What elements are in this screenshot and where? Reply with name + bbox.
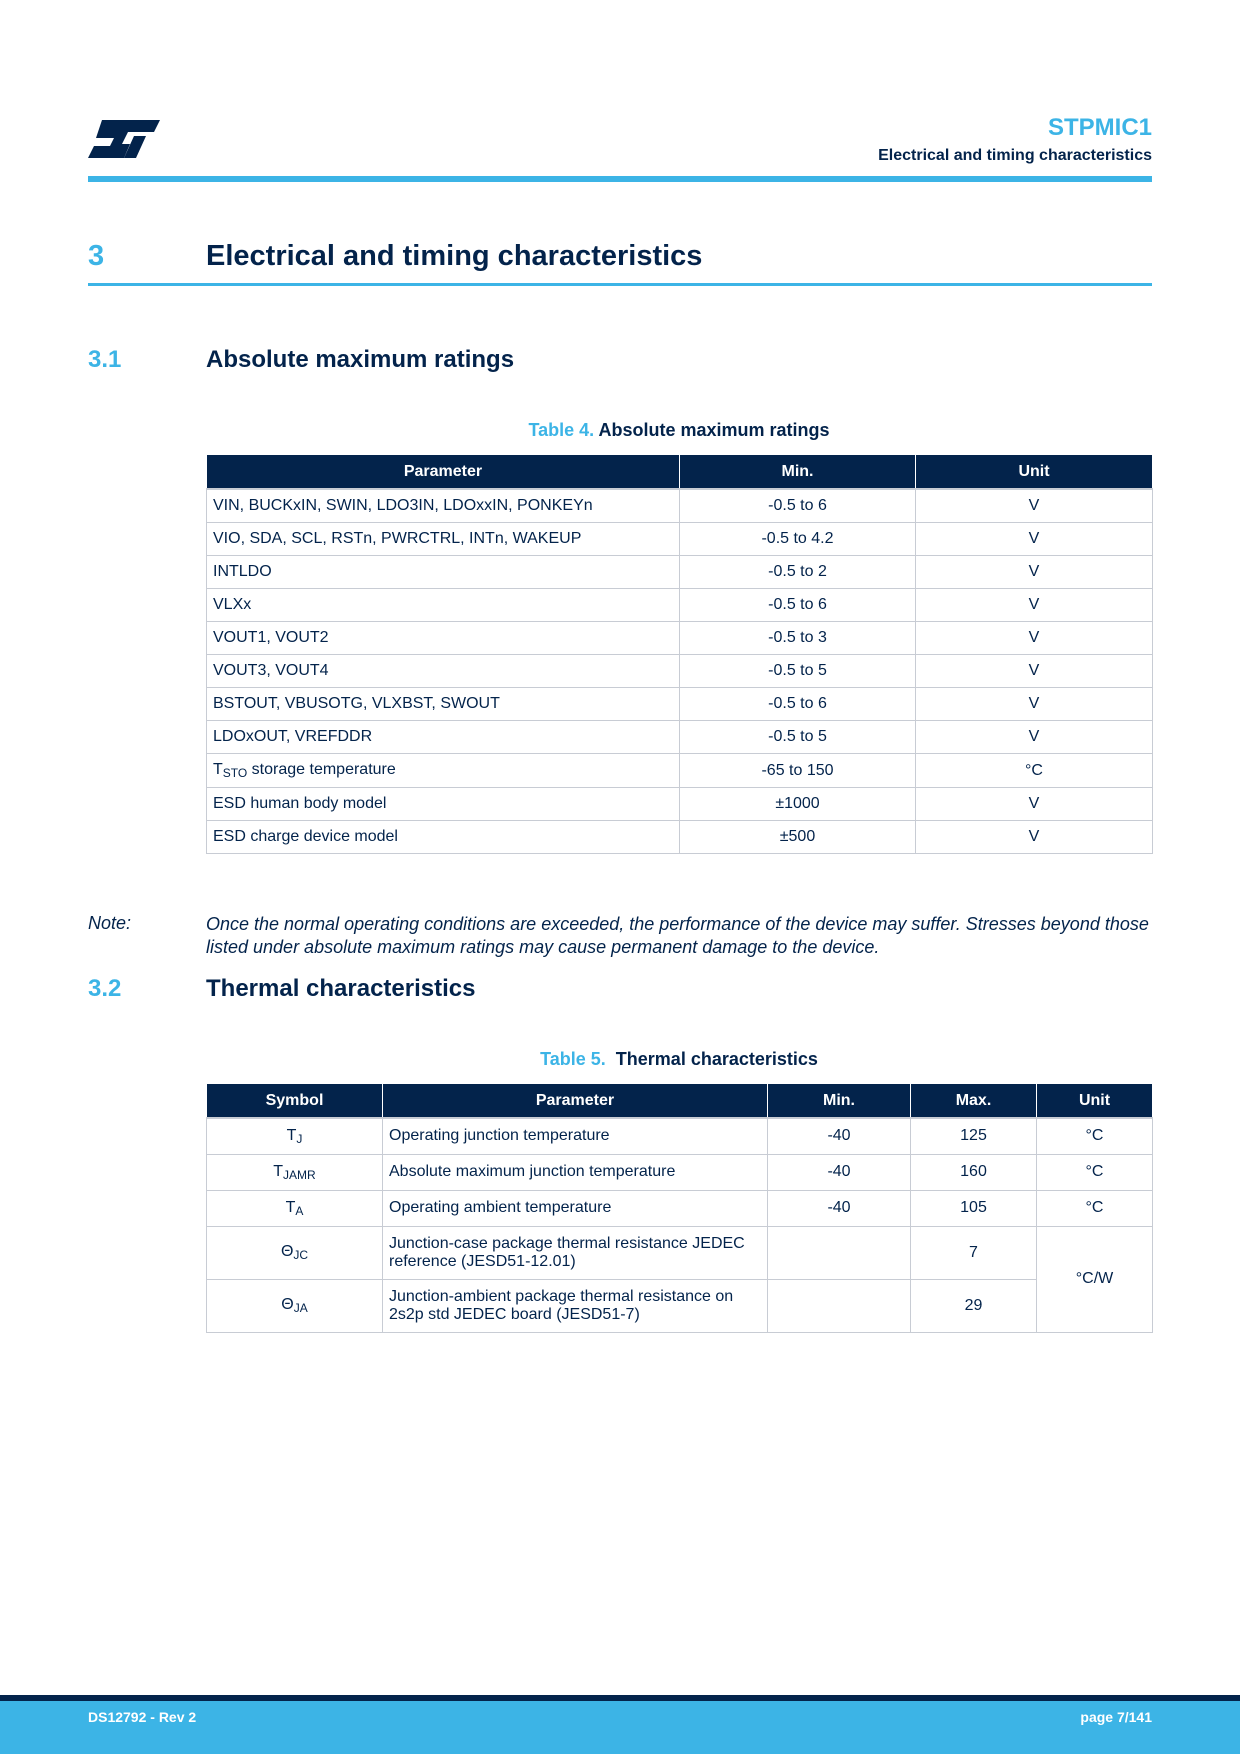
table-5-caption	[206, 1049, 1152, 1070]
unit-cell: V	[916, 688, 1153, 721]
table-header-row	[207, 1084, 1153, 1119]
unit-cell: V	[916, 721, 1153, 754]
min-cell: -65 to 150	[680, 754, 916, 788]
max-cell: 125	[911, 1118, 1037, 1154]
unit-cell: V	[916, 788, 1153, 821]
parameter-cell: Operating ambient temperature	[383, 1190, 768, 1226]
parameter-cell: Absolute maximum junction temperature	[383, 1154, 768, 1190]
symbol-subscript: JAMR	[283, 1167, 316, 1182]
subsection-title-1: Absolute maximum ratings	[206, 346, 515, 373]
parameter-cell: Operating junction temperature	[383, 1118, 768, 1154]
header-rule	[88, 176, 1152, 182]
unit-cell: V	[916, 523, 1153, 556]
page-number: page 7/141	[1080, 1709, 1152, 1725]
note-text: Once the normal operating conditions are exceeded, the performance of the device may suffer. Stresses beyond those listed under absolute maximum ratings may cause permanent damage to the device.	[206, 914, 1149, 957]
parameter-cell: ESD human body model	[207, 788, 680, 821]
min-cell: ±500	[680, 821, 916, 854]
min-cell: ±1000	[680, 788, 916, 821]
unit-cell: °C/W	[1037, 1226, 1153, 1332]
parameter-cell: Junction-ambient package thermal resistance on 2s2p std JEDEC board (JESD51-7)	[383, 1279, 768, 1332]
document-id: DS12792 - Rev 2	[88, 1709, 197, 1725]
unit-cell: V	[916, 556, 1153, 589]
unit-cell: V	[916, 589, 1153, 622]
parameter-cell: VOUT3, VOUT4	[207, 655, 680, 688]
section-number: 3	[88, 240, 105, 272]
unit-cell: V	[916, 655, 1153, 688]
table-row	[207, 622, 1153, 655]
section-rule	[88, 283, 1152, 286]
min-cell: -0.5 to 5	[680, 655, 916, 688]
min-cell: -40	[768, 1154, 911, 1190]
subsection-number-1: 3.1	[88, 346, 122, 373]
unit-cell: V	[916, 821, 1153, 854]
column-header: Max.	[911, 1084, 1037, 1119]
column-header: Min.	[680, 455, 916, 490]
min-cell: -0.5 to 3	[680, 622, 916, 655]
column-header: Parameter	[383, 1084, 768, 1119]
table-row	[207, 821, 1153, 854]
table-header-row	[207, 455, 1153, 490]
symbol-cell	[207, 1226, 383, 1279]
min-cell: -0.5 to 5	[680, 721, 916, 754]
min-cell: -0.5 to 6	[680, 589, 916, 622]
symbol-base: Θ	[281, 1296, 294, 1313]
unit-cell: °C	[1037, 1190, 1153, 1226]
symbol-subscript: A	[295, 1203, 304, 1218]
column-header: Parameter	[207, 455, 680, 490]
table-5-title: Thermal characteristics	[615, 1049, 818, 1069]
subsection-number-2: 3.2	[88, 975, 122, 1002]
parameter-cell: ESD charge device model	[207, 821, 680, 854]
document-subtitle: Electrical and timing characteristics	[878, 147, 1152, 164]
max-cell: 29	[911, 1279, 1037, 1332]
subsection-title-2: Thermal characteristics	[206, 975, 476, 1002]
max-cell: 105	[911, 1190, 1037, 1226]
column-header: Symbol	[207, 1084, 383, 1119]
symbol-cell	[207, 1279, 383, 1332]
unit-cell: °C	[1037, 1154, 1153, 1190]
table-row	[207, 655, 1153, 688]
param-symbol: T	[213, 761, 223, 778]
table-row	[207, 1279, 1153, 1332]
section-title: Electrical and timing characteristics	[206, 240, 703, 272]
table-row	[207, 489, 1153, 523]
table-row	[207, 1118, 1153, 1154]
max-cell: 7	[911, 1226, 1037, 1279]
note-label: Note:	[88, 913, 132, 933]
table-4-label: Table 4.	[528, 420, 595, 440]
column-header: Unit	[1037, 1084, 1153, 1119]
min-cell: -0.5 to 6	[680, 489, 916, 523]
symbol-base: Θ	[280, 1243, 294, 1260]
unit-cell: °C	[1037, 1118, 1153, 1154]
st-logo	[88, 118, 160, 160]
table-4-caption	[206, 420, 1152, 441]
symbol-cell	[207, 1118, 383, 1154]
table-row	[207, 589, 1153, 622]
min-cell: -40	[768, 1118, 911, 1154]
symbol-base: T	[286, 1126, 297, 1144]
column-header: Min.	[768, 1084, 911, 1119]
parameter-cell: VIO, SDA, SCL, RSTn, PWRCTRL, INTn, WAKEUP	[207, 523, 680, 556]
table-row	[207, 721, 1153, 754]
parameter-cell	[207, 754, 680, 788]
symbol-base: T	[273, 1162, 284, 1180]
param-text: storage temperature	[247, 761, 396, 778]
unit-cell: V	[916, 622, 1153, 655]
symbol-subscript: JC	[293, 1248, 309, 1262]
parameter-cell: Junction-case package thermal resistance JEDEC reference (JESD51-12.01)	[383, 1226, 768, 1279]
symbol-subscript: JA	[293, 1301, 308, 1315]
table-row	[207, 1154, 1153, 1190]
parameter-cell: BSTOUT, VBUSOTG, VLXBST, SWOUT	[207, 688, 680, 721]
parameter-cell: LDOxOUT, VREFDDR	[207, 721, 680, 754]
unit-cell: °C	[916, 754, 1153, 788]
unit-cell: V	[916, 489, 1153, 523]
table-row	[207, 1226, 1153, 1279]
symbol-base: T	[285, 1198, 296, 1216]
table-4-title: Absolute maximum ratings	[598, 420, 830, 440]
table-row	[207, 1190, 1153, 1226]
column-header: Unit	[916, 455, 1153, 490]
table-5-label: Table 5.	[540, 1049, 606, 1069]
table-row	[207, 556, 1153, 589]
document-title: STPMIC1	[1047, 114, 1152, 141]
symbol-cell	[207, 1190, 383, 1226]
min-cell	[768, 1226, 911, 1279]
table-row	[207, 788, 1153, 821]
table-row	[207, 688, 1153, 721]
table-row	[207, 754, 1153, 788]
max-cell: 160	[911, 1154, 1037, 1190]
min-cell: -0.5 to 6	[680, 688, 916, 721]
symbol-cell	[207, 1154, 383, 1190]
parameter-cell: VIN, BUCKxIN, SWIN, LDO3IN, LDOxxIN, PONKEYn	[207, 489, 680, 523]
parameter-cell: VLXx	[207, 589, 680, 622]
table-row	[207, 523, 1153, 556]
thermal-characteristics-table	[206, 1083, 1153, 1333]
min-cell: -0.5 to 4.2	[680, 523, 916, 556]
parameter-cell: VOUT1, VOUT2	[207, 622, 680, 655]
parameter-cell: INTLDO	[207, 556, 680, 589]
min-cell	[768, 1279, 911, 1332]
param-subscript: STO	[222, 766, 248, 780]
min-cell: -0.5 to 2	[680, 556, 916, 589]
min-cell: -40	[768, 1190, 911, 1226]
absolute-maximum-ratings-table	[206, 454, 1153, 854]
symbol-subscript: J	[296, 1131, 303, 1146]
